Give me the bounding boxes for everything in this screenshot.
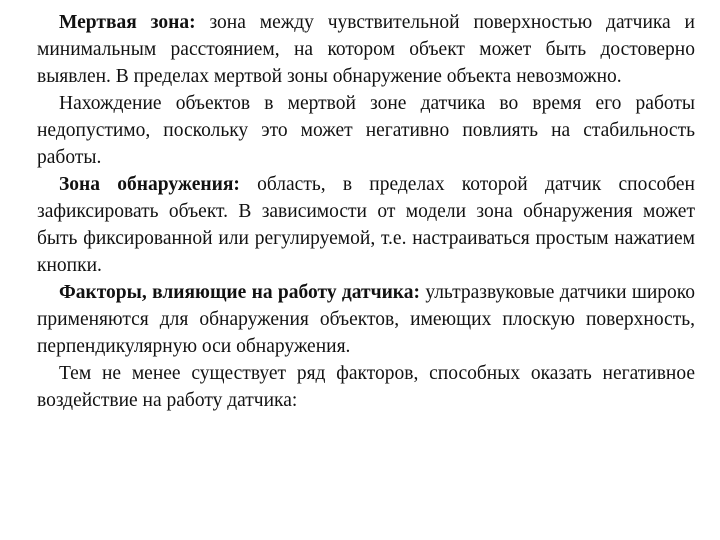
term-dead-zone: Мертвая зона: (59, 12, 196, 33)
paragraph-factors (37, 279, 695, 360)
term-detection-zone: Зона обнаружения: (59, 174, 240, 195)
paragraph-dead-zone-text: зона между чувствительной поверхностью датчика и минимальным расстоянием, на котором объект может быть достоверно выявлен. В пределах мертвой зоны обнаружение объекта невозможно. (37, 12, 695, 87)
paragraph-detection-zone-text: область, в пределах которой датчик способен зафиксировать объект. В зависимости от модели зона обнаружения может быть фиксированной или регулируемой, т.е. настраиваться простым нажатием кнопки. (37, 174, 695, 276)
paragraph-dead-zone-note-text: Нахождение объектов в мертвой зоне датчика во время его работы недопустимо, поскольку это может негативно повлиять на стабильность работы. (37, 93, 695, 168)
document-page (37, 9, 695, 414)
paragraph-dead-zone-note (37, 90, 695, 171)
paragraph-factors-text: ультразвуковые датчики широко применяются для обнаружения объектов, имеющих плоскую поверхность, перпендикулярную оси обнаружения. (37, 282, 695, 357)
term-factors: Факторы, влияющие на работу датчика: (59, 282, 420, 303)
paragraph-negative-factors (37, 360, 695, 414)
paragraph-dead-zone (37, 9, 695, 90)
paragraph-negative-factors-text: Тем не менее существует ряд факторов, способных оказать негативное воздействие на работу датчика: (37, 363, 695, 411)
paragraph-detection-zone (37, 171, 695, 279)
